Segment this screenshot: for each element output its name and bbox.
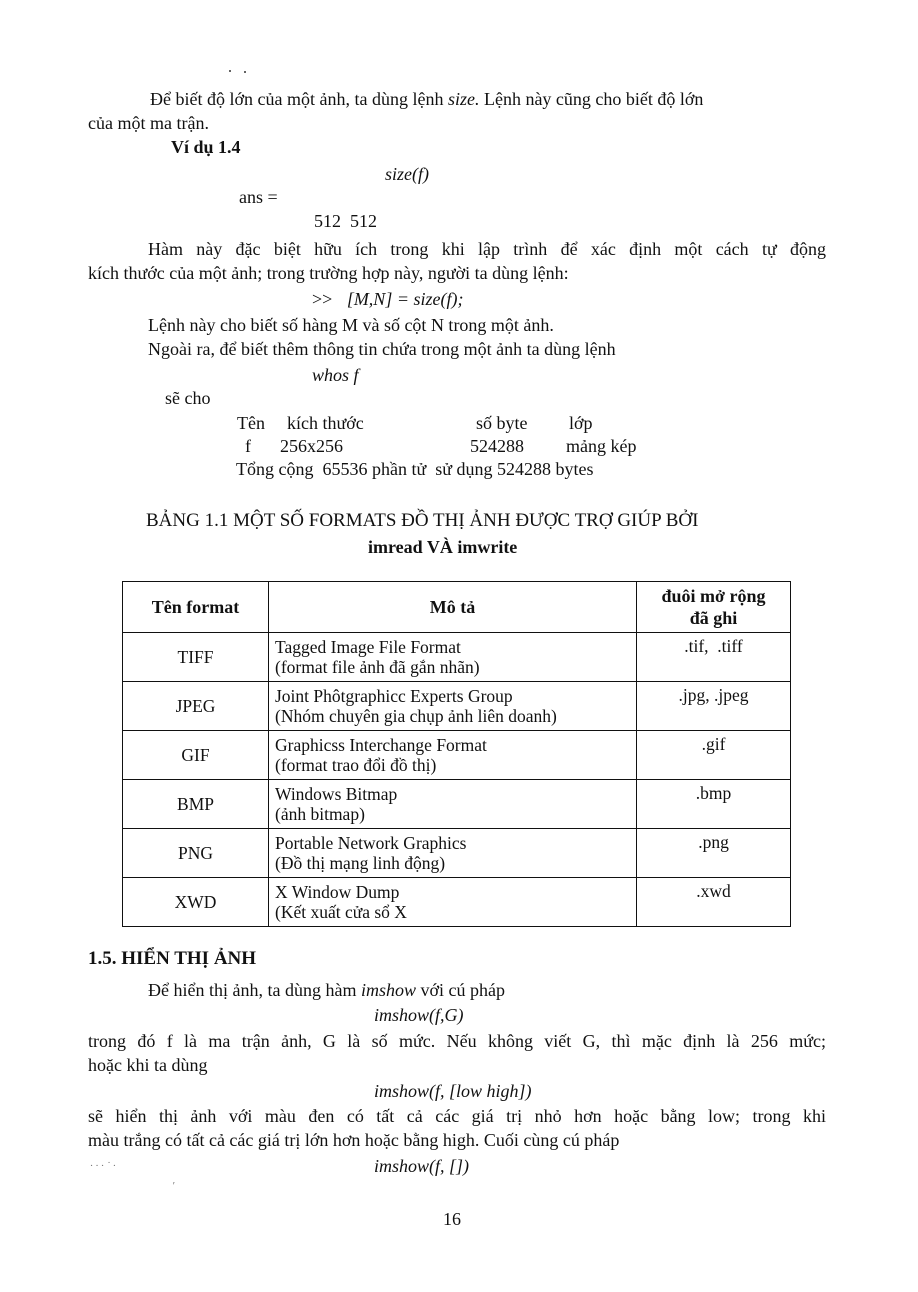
scan-smudge: · · · ˙ ·: [90, 1160, 116, 1172]
section-line-5: màu trắng có tất cả các giá trị lớn hơn hoặc bằng high. Cuối cùng cú pháp: [88, 1130, 620, 1150]
page-number: 16: [443, 1209, 461, 1229]
format-name: JPEG: [123, 682, 269, 731]
header-format-name: Tên format: [123, 582, 269, 633]
intro-line-2: của một ma trận.: [88, 113, 209, 133]
format-desc-vi: (Nhóm chuyên gia chụp ảnh liên doanh): [275, 706, 557, 726]
format-extension: .png: [637, 829, 791, 878]
format-name: GIF: [123, 731, 269, 780]
para3-line-2: Ngoài ra, để biết thêm thông tin chứa trong một ảnh ta dùng lệnh: [148, 339, 616, 359]
whos-row-class: mảng kép: [566, 436, 637, 456]
format-name: TIFF: [123, 633, 269, 682]
table-row: [123, 878, 791, 927]
whos-code: whos f: [312, 365, 359, 385]
format-extension: .gif: [637, 731, 791, 780]
format-name: BMP: [123, 780, 269, 829]
whos-header-size: kích thước: [287, 413, 364, 433]
table-row: [123, 731, 791, 780]
format-description: [269, 682, 637, 731]
format-description: [269, 780, 637, 829]
format-desc-vi: (format file ảnh đã gắn nhãn): [275, 657, 480, 677]
size-assign-code: [M,N] = size(f);: [346, 289, 464, 309]
section-line-2: trong đó f là ma trận ảnh, G là số mức. Nếu không viết G, thì mặc định là 256 mức;: [88, 1031, 826, 1051]
whos-row-name: f: [245, 436, 251, 456]
header-extension-line1: đuôi mở rộng: [661, 586, 766, 606]
format-extension: .xwd: [637, 878, 791, 927]
para2-line-1: Hàm này đặc biệt hữu ích trong khi lập trình để xác định một cách tự động: [148, 239, 826, 259]
format-description: [269, 829, 637, 878]
whos-total: Tổng cộng 65536 phần tử sử dụng 524288 bytes: [236, 459, 594, 479]
intro-line-1: [150, 88, 703, 110]
scan-speck: [229, 70, 231, 72]
format-description: [269, 731, 637, 780]
table-caption: BẢNG 1.1 MỘT SỐ FORMATS ĐỒ THỊ ẢNH ĐƯỢC TRỢ GIÚP BỞI: [146, 510, 699, 531]
size-command: size.: [447, 89, 480, 109]
format-desc-en: Windows Bitmap: [275, 784, 398, 804]
format-name: PNG: [123, 829, 269, 878]
intro-text: Để biết độ lớn của một ảnh, ta dùng lệnh: [150, 89, 444, 109]
whos-row-bytes: 524288: [470, 436, 524, 456]
format-desc-en: Tagged Image File Format: [275, 637, 461, 657]
section-line-3: hoặc khi ta dùng: [88, 1055, 208, 1075]
section-heading: 1.5. HIỂN THỊ ẢNH: [88, 948, 257, 969]
example-heading: Ví dụ 1.4: [171, 137, 241, 157]
format-extension: .bmp: [637, 780, 791, 829]
para2-code-line: [312, 288, 463, 310]
format-description: [269, 878, 637, 927]
prompt: >>: [312, 289, 333, 309]
section-text-rest: với cú pháp: [420, 980, 505, 1000]
format-desc-vi: (Đồ thị mạng linh động): [275, 853, 446, 873]
scan-speck: [244, 71, 246, 73]
formats-table: [122, 581, 791, 927]
format-extension: .jpg, .jpeg: [637, 682, 791, 731]
imshow-code-2: imshow(f, [low high]): [374, 1081, 532, 1101]
table-row: [123, 780, 791, 829]
section-line-4: sẽ hiển thị ảnh với màu đen có tất cả các giá trị nhỏ hơn hoặc bằng low; trong khi: [88, 1106, 826, 1126]
section-text: Để hiển thị ảnh, ta dùng hàm: [148, 980, 357, 1000]
table-row: [123, 682, 791, 731]
intro-text-rest: Lệnh này cũng cho biết độ lớn: [483, 89, 704, 109]
ans-label: ans =: [239, 187, 278, 207]
header-extension-line2: đã ghi: [689, 608, 738, 628]
table-row: [123, 633, 791, 682]
format-desc-vi: (format trao đổi đồ thị): [275, 755, 437, 775]
format-description: [269, 633, 637, 682]
format-desc-en: Graphicss Interchange Format: [275, 735, 487, 755]
header-extension: [637, 582, 791, 633]
table-row: [123, 829, 791, 878]
format-desc-vi: (Kết xuất cửa sổ X: [275, 902, 407, 922]
para3-line-1: Lệnh này cho biết số hàng M và số cột N trong một ảnh.: [148, 315, 554, 335]
para2-line-2: kích thước của một ảnh; trong trường hợp này, người ta dùng lệnh:: [88, 263, 569, 283]
format-desc-vi: (ảnh bitmap): [275, 804, 365, 824]
ans-value: 512 512: [314, 211, 377, 231]
format-extension: .tif, .tiff: [637, 633, 791, 682]
format-desc-en: X Window Dump: [275, 882, 400, 902]
format-desc-en: Joint Phôtgraphicc Experts Group: [275, 686, 513, 706]
whos-header-name: Tên: [237, 413, 265, 433]
format-desc-en: Portable Network Graphics: [275, 833, 467, 853]
whos-header-bytes: số byte: [476, 413, 528, 433]
imshow-code-1: imshow(f,G): [374, 1005, 464, 1025]
imshow-function: imshow: [360, 980, 416, 1000]
format-name: XWD: [123, 878, 269, 927]
header-description: Mô tả: [269, 582, 637, 633]
section-line-1: [148, 979, 505, 1001]
result-label: sẽ cho: [165, 388, 211, 408]
table-caption-sub: imread VÀ imwrite: [368, 537, 518, 557]
imshow-code-3: imshow(f, []): [374, 1156, 470, 1176]
whos-header-class: lớp: [569, 413, 593, 433]
whos-row-size: 256x256: [280, 436, 343, 456]
table-header-row: [123, 582, 791, 633]
example-code: size(f): [385, 164, 429, 184]
scan-smudge: ′: [172, 1180, 175, 1192]
